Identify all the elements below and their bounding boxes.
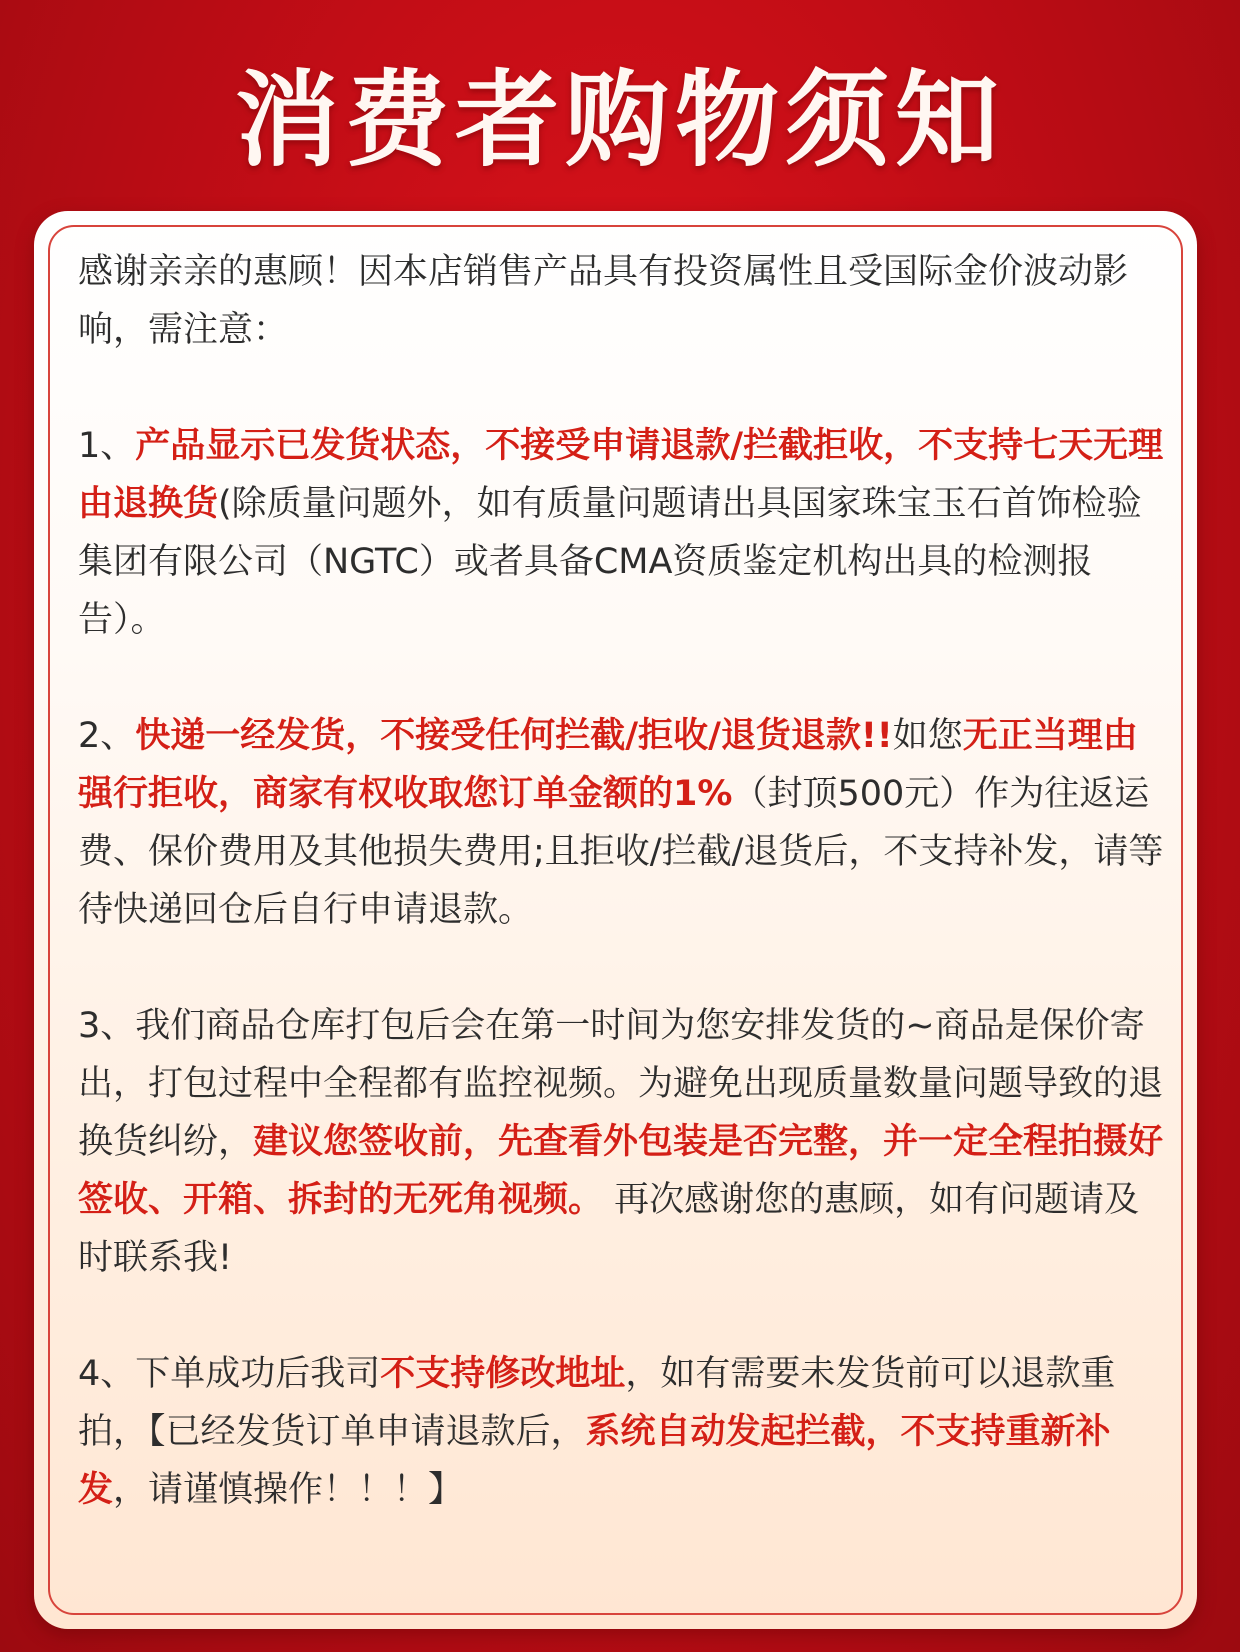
item-4-text-2: ，如有需要未发货前可以退款重拍，【已经发货订单申请退款后， xyxy=(78,1354,1116,1452)
notice-item-4 xyxy=(78,1345,1168,1519)
item-4-text-3: ，请谨慎操作！！！】 xyxy=(113,1470,464,1510)
item-4-text-1: 下单成功后我司 xyxy=(135,1354,381,1394)
item-2-highlight-2: 无正当理由强行拒收，商家有权收取您订单金额的1% xyxy=(78,716,1138,814)
item-2-prefix: 2、 xyxy=(78,716,136,756)
item-4-highlight-2: 系统自动发起拦截，不支持重新补发 xyxy=(78,1412,1111,1510)
item-1-text: (除质量问题外，如有质量问题请出具国家珠宝玉石首饰检验集团有限公司（NGTC）或者具备CMA资质鉴定机构出具的检测报告）。 xyxy=(78,484,1142,640)
item-2-mid-text: 如您 xyxy=(892,716,963,756)
item-4-highlight-1: 不支持修改地址 xyxy=(380,1354,626,1394)
item-3-text-1: 我们商品仓库打包后会在第一时间为您安排发货的~商品是保价寄出，打包过程中全程都有监控视频。为避免出现质量数量问题导致的退换货纠纷， xyxy=(78,1006,1164,1162)
intro-text: 感谢亲亲的惠顾！因本店销售产品具有投资属性且受国际金价波动影响，需注意： xyxy=(78,252,1129,350)
notice-item-1 xyxy=(78,417,1168,649)
item-1-prefix: 1、 xyxy=(78,426,136,466)
item-3-prefix: 3、 xyxy=(78,1006,136,1046)
item-3-highlight: 建议您签收前，先查看外包装是否完整，并一定全程拍摄好签收、开箱、拆封的无死角视频。 xyxy=(78,1122,1164,1220)
intro-paragraph xyxy=(78,243,1168,359)
notice-item-2 xyxy=(78,707,1168,939)
item-3-text-2: 再次感谢您的惠顾，如有问题请及时联系我! xyxy=(78,1180,1140,1278)
notice-item-3 xyxy=(78,997,1168,1287)
notice-content xyxy=(78,243,1168,1519)
item-2-highlight-1: 快递一经发货，不接受任何拦截/拒收/退货退款!! xyxy=(135,716,893,756)
item-2-text: （封顶500元）作为往返运费、保价费用及其他损失费用;且拒收/拦截/退货后，不支持补发，请等待快递回仓后自行申请退款。 xyxy=(78,774,1164,930)
item-4-prefix: 4、 xyxy=(78,1354,136,1394)
item-1-highlight: 产品显示已发货状态，不接受申请退款/拦截拒收，不支持七天无理由退换货 xyxy=(78,426,1164,524)
page-title: 消费者购物须知 xyxy=(234,59,1005,181)
